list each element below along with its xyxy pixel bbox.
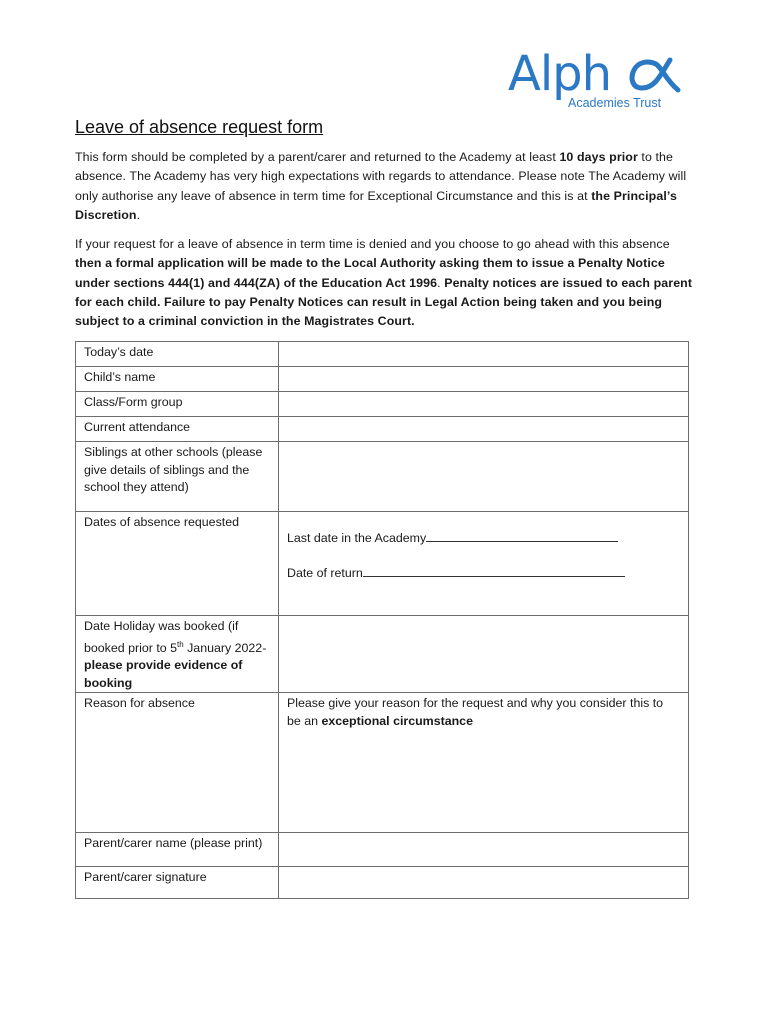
alpha-symbol-icon	[626, 50, 682, 98]
logo-subtitle: Academies Trust	[568, 96, 662, 110]
current-attendance-label: Current attendance	[76, 417, 279, 442]
reason-hint: Please give your reason for the request and why you consider this to be an	[287, 696, 664, 728]
date-return-field[interactable]	[287, 564, 680, 583]
current-attendance-field[interactable]	[279, 417, 689, 442]
parent-name-label: Parent/carer name (please print)	[76, 833, 279, 867]
table-row	[76, 342, 689, 367]
date-return-underline[interactable]	[363, 564, 625, 577]
siblings-label: Siblings at other schools (please give details of siblings and the school they attend)	[76, 442, 279, 512]
todays-date-field[interactable]	[279, 342, 689, 367]
reason-hint-emphasis: exceptional circumstance	[321, 713, 473, 728]
holiday-booked-label: Date Holiday was booked (if booked prior to 5th January 2022- please provide evidence of booking	[76, 616, 279, 693]
class-form-label: Class/Form group	[76, 392, 279, 417]
last-date-underline[interactable]	[426, 529, 618, 542]
table-row	[76, 833, 689, 867]
request-form-table	[75, 341, 689, 899]
page-title: Leave of absence request form	[75, 117, 324, 137]
table-row	[76, 512, 689, 616]
holiday-booked-field[interactable]	[279, 616, 689, 693]
table-row	[76, 392, 689, 417]
reason-label: Reason for absence	[76, 693, 279, 833]
logo-wordmark: Alph	[508, 46, 612, 102]
table-row	[76, 867, 689, 899]
parent-name-field[interactable]	[279, 833, 689, 867]
table-row	[76, 616, 689, 693]
childs-name-label: Child’s name	[76, 367, 279, 392]
alpha-academies-logo	[508, 46, 688, 116]
intro-paragraph-1: This form should be completed by a parent/carer and returned to the Academy at least 10 days prior to the absence. The Academy has very high expectations with regards to attendance. Please note The Academy will only authorise any leave of absence in term time for Exceptional Circumstance and this is at the Principal’s Discretion.	[75, 150, 687, 222]
reason-field[interactable]	[279, 693, 689, 833]
table-row	[76, 367, 689, 392]
table-row	[76, 417, 689, 442]
siblings-field[interactable]	[279, 442, 689, 512]
intro-paragraph-2: If your request for a leave of absence in term time is denied and you choose to go ahead with this absence then a formal application will be made to the Local Authority asking them to issue a Penalty Notice under sections 444(1) and 444(ZA) of the Education Act 1996. Penalty notices are issued to each parent for each child. Failure to pay Penalty Notices can result in Legal Action being taken and you being subject to a criminal conviction in the Magistrates Court.	[75, 237, 693, 329]
table-row	[76, 693, 689, 833]
todays-date-label: Today’s date	[76, 342, 279, 367]
class-form-field[interactable]	[279, 392, 689, 417]
parent-signature-field[interactable]	[279, 867, 689, 899]
form-intro	[75, 116, 695, 332]
parent-signature-label: Parent/carer signature	[76, 867, 279, 899]
table-row	[76, 442, 689, 512]
last-date-field[interactable]	[287, 529, 680, 548]
dates-requested-label: Dates of absence requested	[76, 512, 279, 616]
dates-requested-cell	[279, 512, 689, 616]
childs-name-field[interactable]	[279, 367, 689, 392]
date-return-label: Date of return	[287, 565, 363, 580]
last-date-label: Last date in the Academy	[287, 531, 427, 545]
